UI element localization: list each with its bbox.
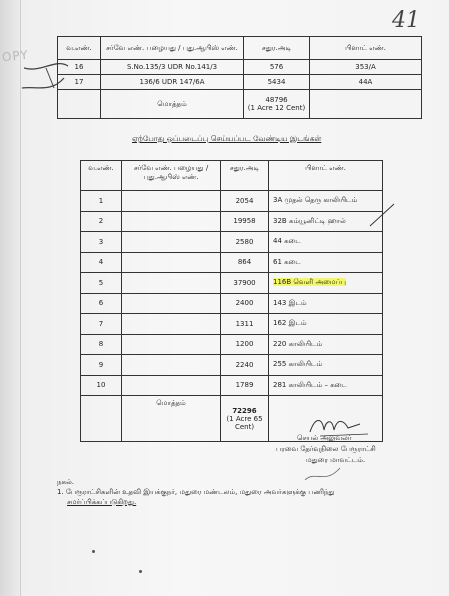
col-header-sno: வ.எண். [58, 37, 101, 60]
total-label: மொத்தம் [101, 90, 244, 119]
row-survey [122, 293, 221, 314]
table-row [81, 191, 383, 212]
row-sqft: 2054 [221, 191, 269, 212]
row-plot: 44 கடை [269, 232, 383, 253]
row-sno: 10 [81, 375, 122, 396]
row-sqft: 1789 [221, 375, 269, 396]
row-sqft: 864 [221, 252, 269, 273]
row-sqft: 37900 [221, 273, 269, 294]
row-plot: 3A முதல் தெரு காலியிடம் [269, 191, 383, 212]
row-survey [122, 375, 221, 396]
row-plot: 143 இடம் [269, 293, 383, 314]
row-survey [122, 232, 221, 253]
total-acre: (1 Acre 12 Cent) [247, 104, 306, 112]
table-row [81, 334, 383, 355]
ink-dot [139, 570, 142, 573]
table-row [81, 211, 383, 232]
row-sno: 6 [81, 293, 122, 314]
row-sqft: 5434 [244, 75, 310, 90]
copy-item-line-2: சமர்ப்பிக்கப்படுகிறது. [67, 498, 137, 506]
row-plot: 353/A [310, 60, 422, 75]
row-sno: 17 [58, 75, 101, 90]
signature-line-2: பரவை தேர்வுநிலை பேரூராட்சி [276, 445, 376, 453]
total-label: மொத்தம் [122, 396, 221, 442]
total-cell [244, 90, 310, 119]
row-sno: 9 [81, 355, 122, 376]
row-sqft: 576 [244, 60, 310, 75]
copy-item-line-1: 1. பேரூராட்சிகளின் உதவி இயக்குநர், மதுரை மண்டலம், மதுரை அவர்களுக்கு பணிந்து [57, 488, 335, 496]
row-sqft: 1311 [221, 314, 269, 335]
corner-watermark: OPY [1, 47, 30, 65]
col-header-survey: சர்வே எண். பழையது / புது.ஆபிஸ் எண். [101, 37, 244, 60]
row-sqft: 1200 [221, 334, 269, 355]
row-plot-highlighted [269, 273, 383, 294]
table-row [81, 375, 383, 396]
col-header-plot: பிளாட் எண். [310, 37, 422, 60]
table-row [81, 355, 383, 376]
highlighted-text: 116B வெளி அமைப்பு [273, 278, 346, 287]
row-plot: 255 காலியிடம் [269, 355, 383, 376]
row-sqft: 2580 [221, 232, 269, 253]
total-value: 48796 [265, 96, 288, 104]
col-header-survey: சர்வே எண். பழையது / புது.ஆபிஸ் எண். [122, 161, 221, 191]
row-plot: 281 காலியிடம் – கடை [269, 375, 383, 396]
table-row [81, 273, 383, 294]
row-sno: 2 [81, 211, 122, 232]
total-row [58, 90, 422, 119]
row-survey: S.No.135/3 UDR No.141/3 [101, 60, 244, 75]
ink-dot [92, 550, 95, 553]
table-row [58, 75, 422, 90]
continuation-table [57, 36, 422, 119]
row-plot: 220 காலியிடம் [269, 334, 383, 355]
col-header-sno: வ.எண். [81, 161, 122, 191]
col-header-sqft: சதுர.அடி [221, 161, 269, 191]
handover-table [80, 160, 383, 442]
row-sno: 3 [81, 232, 122, 253]
col-header-sqft: சதுர.அடி [244, 37, 310, 60]
pen-tick-mark [368, 200, 398, 230]
total-value: 72296 [232, 406, 257, 415]
row-survey: 136/6 UDR 147/6A [101, 75, 244, 90]
signature-line-1: செயல் அலுவலர் [297, 434, 352, 442]
row-survey [122, 355, 221, 376]
row-plot: 162 இடம் [269, 314, 383, 335]
section-heading: ஏற்போது ஒப்படைப்பு செய்யப்பட வேண்டிய இடங்கள் [132, 134, 322, 143]
row-survey [122, 191, 221, 212]
row-sno: 7 [81, 314, 122, 335]
row-sno: 4 [81, 252, 122, 273]
row-sqft: 2400 [221, 293, 269, 314]
row-sno: 1 [81, 191, 122, 212]
row-sqft: 19958 [221, 211, 269, 232]
row-survey [122, 314, 221, 335]
row-sno: 8 [81, 334, 122, 355]
table-row [58, 60, 422, 75]
table-row [81, 232, 383, 253]
ink-stamp-mark [300, 460, 350, 490]
row-survey [122, 252, 221, 273]
row-survey [122, 273, 221, 294]
table-row [81, 252, 383, 273]
table-row [81, 293, 383, 314]
row-plot: 32B கம்யூனிட்டி ஹால் [269, 211, 383, 232]
row-sqft: 2240 [221, 355, 269, 376]
total-cell [221, 396, 269, 442]
row-plot: 44A [310, 75, 422, 90]
col-header-plot: பிளாட் எண். [269, 161, 383, 191]
signature-line-3: மதுரை மாவட்டம். [306, 456, 366, 464]
table-row [81, 314, 383, 335]
handwritten-page-number: 41 [392, 8, 420, 33]
row-sno: 5 [81, 273, 122, 294]
row-survey [122, 334, 221, 355]
row-sno: 16 [58, 60, 101, 75]
copy-label: நகல். [57, 478, 75, 486]
total-acre: (1 Acre 65 Cent) [226, 414, 263, 431]
row-survey [122, 211, 221, 232]
row-plot: 61 கடை [269, 252, 383, 273]
